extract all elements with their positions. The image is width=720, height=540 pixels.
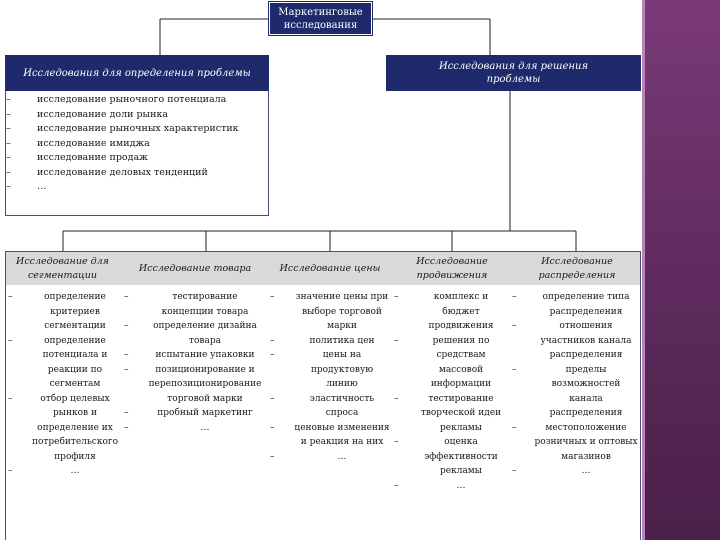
list-item: – отношения участников канала распределения (512, 319, 638, 363)
list-item: – … (8, 464, 120, 479)
list-item: – пробный маркетинг (124, 406, 264, 421)
list-item: – … (6, 180, 239, 195)
list-item: – значение цены при выборе торговой марки (270, 290, 390, 334)
list-item: – пределы возможностей канала распределения (512, 363, 638, 421)
list-item: – определение дизайна товара (124, 319, 264, 348)
left-branch-list (6, 93, 239, 195)
list-item: – позиционирование и перепозиционирование торговой марки (124, 363, 264, 407)
list-item: – тестирование концепции товара (124, 290, 264, 319)
list-item: – исследование доли рынка (6, 108, 239, 123)
sub-list-promotion (394, 290, 506, 493)
left-branch-header (5, 55, 269, 91)
list-item: – цены на продуктовую линию (270, 348, 390, 392)
list-item: – ценовые изменения и реакция на них (270, 421, 390, 450)
list-item: – … (512, 464, 638, 479)
list-item: – решения по средствам массовой информации (394, 334, 506, 392)
list-item: – исследование рыночных характеристик (6, 122, 239, 137)
list-item: – исследование деловых тенденций (6, 166, 239, 181)
sub-list-product (124, 290, 264, 435)
sub-title-distribution: Исследование распределения (538, 255, 616, 281)
list-item: – эластичность спроса (270, 392, 390, 421)
sub-title-price: Исследование цены (279, 262, 381, 274)
right-branch-title: Исследования для решения проблемы (438, 61, 589, 85)
list-item: – оценка эффективности рекламы (394, 435, 506, 479)
list-item: – политика цен (270, 334, 390, 349)
list-item: – исследование имиджа (6, 137, 239, 152)
list-item: – исследование рыночного потенциала (6, 93, 239, 108)
root-title: Маркетинговые исследования (278, 6, 363, 31)
list-item: – тестирование творческой идеи рекламы (394, 392, 506, 436)
root-node (269, 2, 372, 35)
left-branch-title: Исследования для определения проблемы (23, 67, 251, 79)
list-item: – исследование продаж (6, 151, 239, 166)
list-item: – … (270, 450, 390, 465)
sub-title-product: Исследование товара (138, 262, 252, 274)
right-branch-header (386, 55, 641, 91)
list-item: – … (394, 479, 506, 494)
list-item: – определение потенциала и реакции по сегментам (8, 334, 120, 392)
list-item: – … (124, 421, 264, 436)
sub-list-price (270, 290, 390, 464)
list-item: – комплекс и бюджет продвижения (394, 290, 506, 334)
list-item: – испытание упаковки (124, 348, 264, 363)
list-item: – определение типа распределения (512, 290, 638, 319)
sub-list-distribution (512, 290, 638, 479)
sub-title-promotion: Исследование продвижения (416, 255, 488, 281)
sub-title-segmentation: Исследование для сегментации (16, 255, 109, 281)
list-item: – отбор целевых рынков и определение их потребительского профиля (8, 392, 120, 465)
sub-list-segmentation (8, 290, 120, 479)
list-item: – местоположение розничных и оптовых магазинов (512, 421, 638, 465)
list-item: – определение критериев сегментации (8, 290, 120, 334)
